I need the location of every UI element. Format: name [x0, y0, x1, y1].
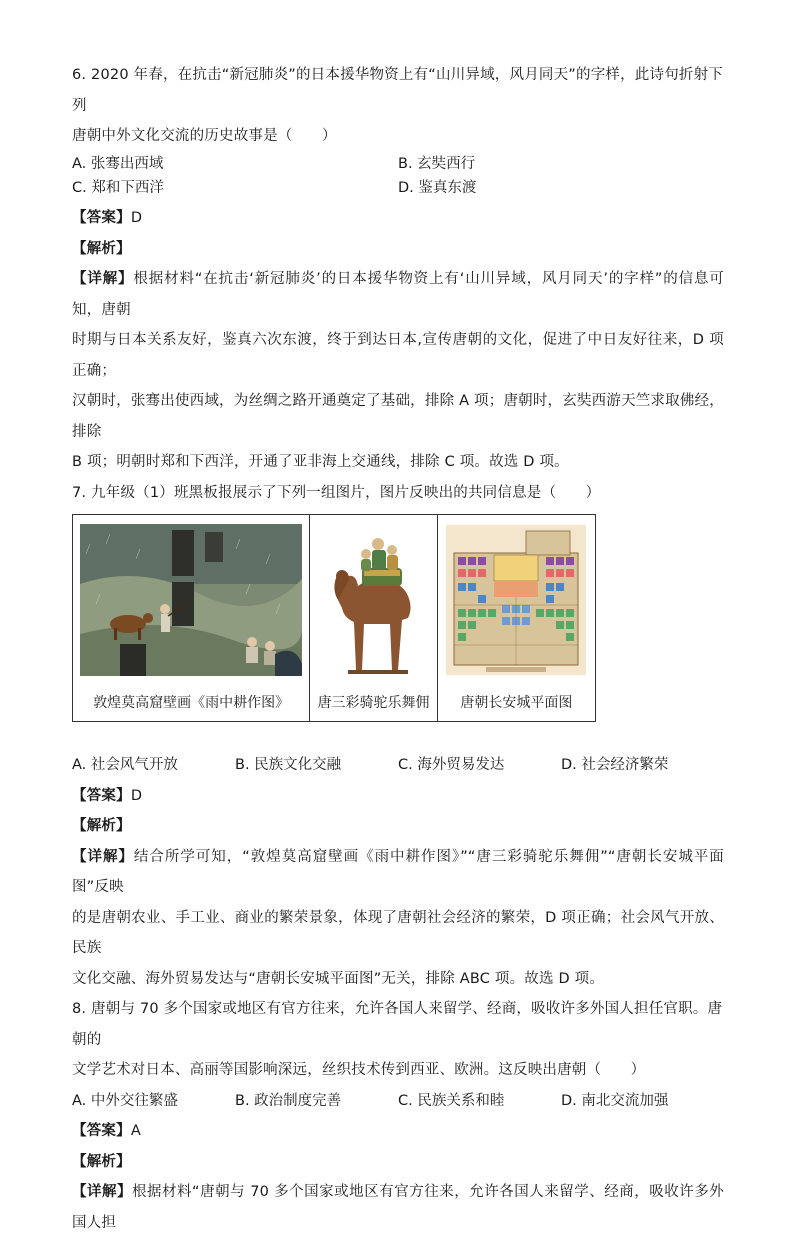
- mural-caption: 敦煌莫高窟壁画《雨中耕作图》: [93, 695, 290, 711]
- camel-caption: 唐三彩骑驼乐舞佣: [317, 695, 430, 711]
- q6-stem-line2: 唐朝中外文化交流的历史故事是（ ）: [72, 128, 337, 144]
- q7-answer-value: D: [130, 787, 143, 804]
- q6-analysis-tag: 【解析】: [72, 240, 131, 257]
- q8-option-a: A. 中外交往繁盛: [72, 1092, 178, 1109]
- q8-analysis-tag: 【解析】: [72, 1153, 131, 1170]
- detail-tag: 【详解】: [72, 848, 134, 865]
- q7-analysis-tag: 【解析】: [72, 818, 131, 834]
- q6-options-row1: [72, 152, 724, 173]
- q6-detail-line1: 【详解】根据材料“在抗击‘新冠肺炎’的日本援华物资上有‘山川异域，风月同天’的字样”的信息可知，唐朝: [72, 271, 725, 318]
- detail-tag: 【详解】: [72, 1184, 133, 1200]
- changan-caption: 唐朝长安城平面图: [460, 695, 573, 711]
- q7-detail-line2: 的是唐朝农业、手工业、商业的繁荣景象，体现了唐朝社会经济的繁荣，D 项正确；社会风气开放、民族: [72, 909, 724, 956]
- q7-detail-line3: 文化交融、海外贸易发达与“唐朝长安城平面图”无关，排除 ABC 项。故选 D 项。: [72, 970, 605, 987]
- q7-answer: [72, 781, 724, 812]
- q6-option-a: A. 张骞出西域: [72, 155, 164, 172]
- q6-answer-value: D: [130, 210, 143, 226]
- q8-answer-value: A: [130, 1123, 141, 1139]
- q8-options: [72, 1086, 724, 1117]
- q8-option-b: B. 政治制度完善: [235, 1092, 342, 1109]
- q6-option-d: D. 鉴真东渡: [398, 179, 477, 196]
- q8-option-c: C. 民族关系和睦: [398, 1092, 505, 1109]
- document-page: [72, 60, 724, 1238]
- q6-option-b: B. 玄奘西行: [398, 155, 476, 172]
- q6-option-c: C. 郑和下西洋: [72, 179, 164, 196]
- q6-detail-line4: B 项；明朝时郑和下西洋，开通了亚非海上交通线，排除 C 项。故选 D 项。: [72, 454, 569, 470]
- answer-tag: 【答案】: [72, 210, 131, 226]
- q8-stem-line2: 文学艺术对日本、高丽等国影响深远，丝织技术传到西亚、欧洲。这反映出唐朝（ ）: [72, 1062, 646, 1078]
- q8-answer: [72, 1116, 724, 1147]
- q6-detail-line3: 汉朝时，张骞出使西域，为丝绸之路开通奠定了基础，排除 A 项；唐朝时，玄奘西游天竺求取佛经，排除: [72, 393, 724, 440]
- q7-option-d: D. 社会经济繁荣: [561, 757, 669, 773]
- tricolor-camel-image: [318, 515, 430, 685]
- q7-stem: 7. 九年级（1）班黑板报展示了下列一组图片，图片反映出的共同信息是（ ）: [72, 484, 601, 501]
- q7-option-b: B. 民族文化交融: [235, 757, 342, 773]
- q8-detail-line1: 【详解】根据材料“唐朝与 70 多个国家或地区有官方往来，允许各国人来留学、经商，吸收许多外国人担: [72, 1184, 724, 1231]
- q8-option-d: D. 南北交流加强: [561, 1092, 669, 1109]
- changan-map-image: [446, 515, 586, 685]
- detail-tag: 【详解】: [72, 271, 134, 287]
- question-6: [72, 60, 724, 478]
- q7-option-a: A. 社会风气开放: [72, 757, 178, 773]
- q6-stem-line1: 6. 2020 年春，在抗击“新冠肺炎”的日本援华物资上有“山川异域，风月同天”的字样，此诗句折射下列: [72, 67, 723, 114]
- answer-tag: 【答案】: [72, 1123, 131, 1139]
- q7-figure-table: [72, 514, 596, 722]
- question-7: [72, 478, 724, 995]
- q6-answer: [72, 203, 724, 234]
- question-8: [72, 994, 724, 1238]
- q7-options: [72, 750, 724, 781]
- mural-image: [80, 515, 302, 685]
- q7-option-c: C. 海外贸易发达: [398, 757, 505, 773]
- q7-detail-line1: 【详解】结合所学可知，“敦煌莫高窟壁画《雨中耕作图》”“唐三彩骑驼乐舞佣”“唐朝长安城平面图”反映: [72, 848, 724, 895]
- q6-detail-line2: 时期与日本关系友好，鉴真六次东渡，终于到达日本,宣传唐朝的文化，促进了中日友好往来，D 项正确；: [72, 332, 724, 379]
- q8-stem-line1: 8. 唐朝与 70 多个国家或地区有官方往来，允许各国人来留学、经商，吸收许多外国人担任官职。唐朝的: [72, 1001, 723, 1048]
- answer-tag: 【答案】: [72, 787, 131, 804]
- q6-options-row2: [72, 173, 724, 204]
